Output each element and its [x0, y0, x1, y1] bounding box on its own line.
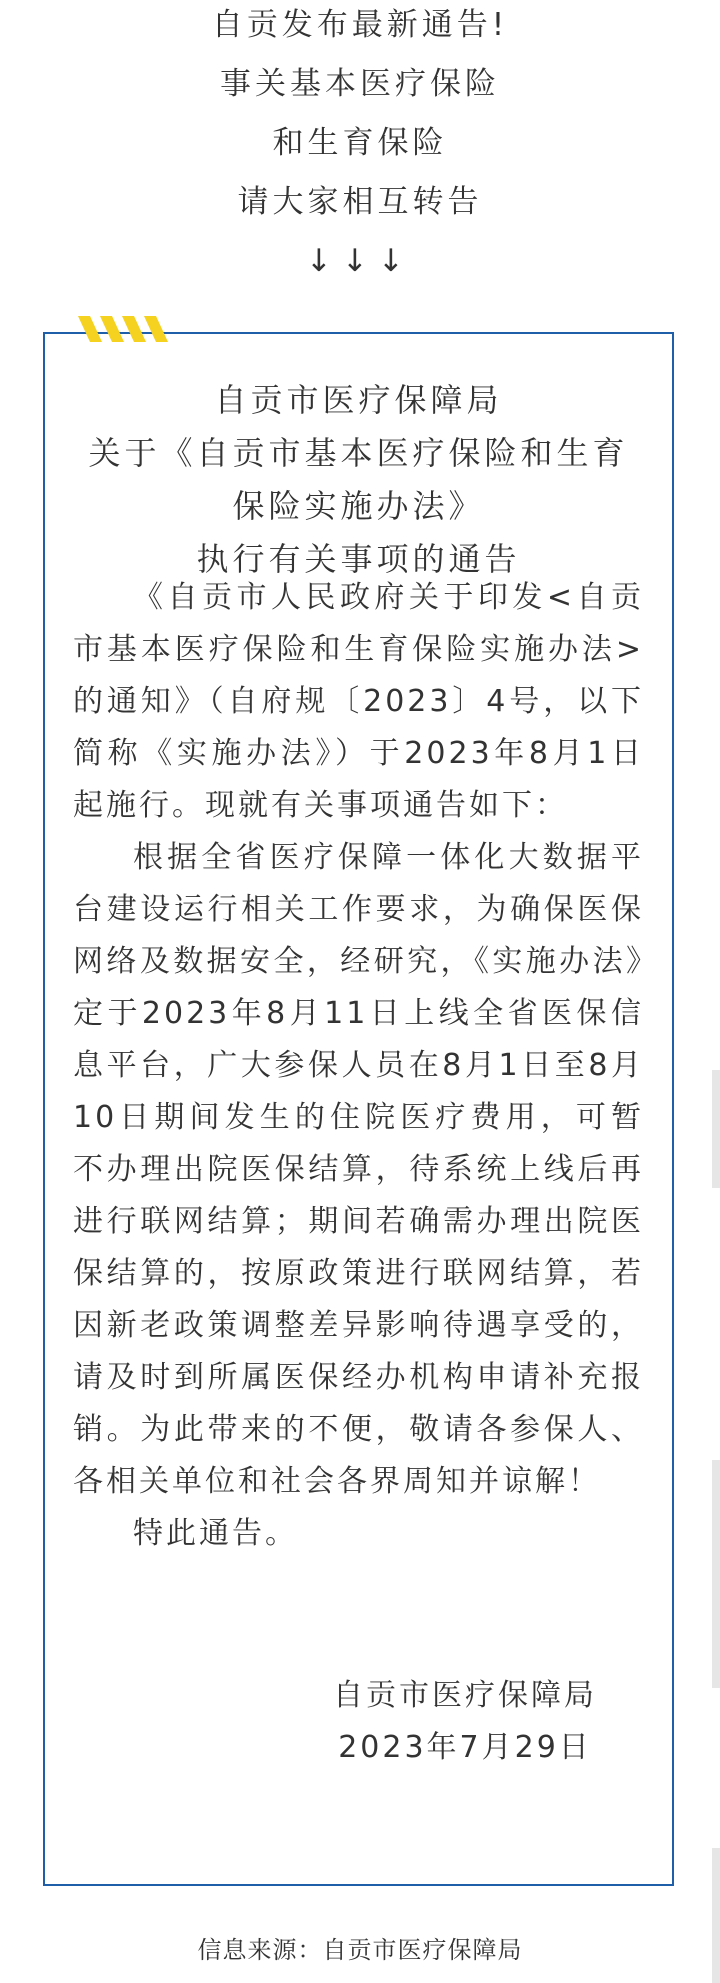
- down-arrows: ↓↓↓: [306, 243, 414, 279]
- stripe: [122, 316, 146, 342]
- notice-title-line: 执行有关事项的通告: [196, 540, 521, 578]
- edge-bar: [712, 1070, 720, 1188]
- edge-bar: [712, 1848, 720, 1983]
- edge-bar: [712, 1460, 720, 1688]
- notice-title: [45, 374, 672, 586]
- stripe: [78, 316, 102, 342]
- notice-title-line: 关于《自贡市基本医疗保险和生育: [88, 434, 629, 472]
- stripe-group: [78, 316, 168, 342]
- signature-org: 自贡市医疗保障局: [333, 1678, 597, 1713]
- intro-line: 自贡发布最新通告!: [211, 7, 509, 43]
- yellow-stripes-decoration: [78, 316, 168, 342]
- signature-date: 2023年7月29日: [338, 1730, 592, 1765]
- notice-title-line: 保险实施办法》: [232, 487, 485, 525]
- info-source: 信息来源：自贡市医疗保障局: [197, 1936, 523, 1964]
- intro-section: [0, 0, 720, 291]
- notice-signature: [295, 1670, 635, 1774]
- intro-line: 和生育保险: [272, 125, 448, 161]
- notice-body: [73, 572, 644, 1560]
- intro-line: 请大家相互转告: [237, 184, 483, 220]
- notice-title-line: 自贡市医疗保障局: [214, 381, 503, 419]
- notice-closing: 特此通告。: [133, 1516, 298, 1551]
- stripe: [144, 316, 168, 342]
- stripe: [100, 316, 124, 342]
- notice-box: [43, 332, 674, 1886]
- notice-paragraph: 《自贡市人民政府关于印发<自贡市基本医疗保险和生育保险实施办法>的通知》（自府规〔2023〕4号，以下简称《实施办法》）于2023年8月1日起施行。现就有关事项通告如下：: [73, 580, 644, 823]
- notice-paragraph: 根据全省医疗保障一体化大数据平台建设运行相关工作要求，为确保医保网络及数据安全，经研究，《实施办法》定于2023年8月11日上线全省医保信息平台，广大参保人员在8月1日至8月10日期间发生的住院医疗费用，可暂不办理出院医保结算，待系统上线后再进行联网结算；期间若确需办理出院医保结算的，按原政策进行联网结算，若因新老政策调整差异影响待遇享受的，请及时到所属医保经办机构申请补充报销。为此带来的不便，敬请各参保人、各相关单位和社会各界周知并谅解！: [73, 840, 644, 1499]
- intro-line: 事关基本医疗保险: [220, 66, 500, 102]
